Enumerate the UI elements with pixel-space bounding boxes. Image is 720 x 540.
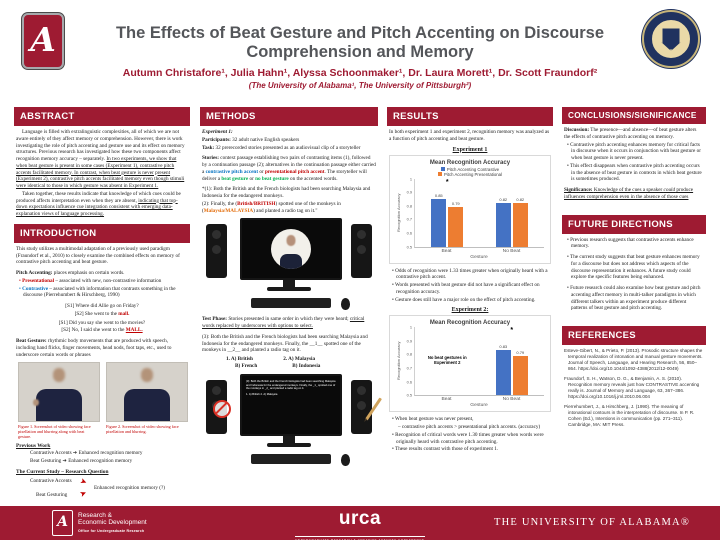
answer-options xyxy=(226,356,378,370)
cbarlab: 0.85 xyxy=(434,192,443,198)
figure2 xyxy=(106,362,186,439)
cylab: Recognition Accuracy xyxy=(396,193,401,232)
reference-item: Fraundorf, S. H., Watson, D. G., & Benjamin, A. S. (2010). Recognition memory reveals just how CONTRASTIVE accenting really is. Journal of Memory and Language, 63, 367–386. https://doi.org/10.1016/j.jml.2010.06.004 xyxy=(564,375,700,399)
ct: Mean Recognition Accuracy xyxy=(429,159,511,166)
cbar xyxy=(448,201,463,246)
cytick: 0.6 xyxy=(406,379,412,385)
column-results xyxy=(387,107,553,453)
poster-header xyxy=(0,0,720,102)
cbarlab: 0.83 xyxy=(499,344,508,350)
example1-line2: [S2] She went to the mall. xyxy=(74,310,130,317)
red-arrow-icon: ➤ xyxy=(78,487,88,499)
monitor-icon xyxy=(240,218,342,280)
study-phase-setup-photo xyxy=(203,218,375,312)
keyboard-icon xyxy=(251,454,331,464)
cytick: 0.8 xyxy=(406,203,412,209)
footer-left-line2: Economic Development xyxy=(78,519,147,527)
cbar xyxy=(431,192,446,247)
urca-subtext: UNDERGRADUATE RESEARCH & CREATIVE ACTIVITY CONFERENCE xyxy=(295,538,425,540)
title-block xyxy=(95,24,625,90)
option-2b: B) Indonesia xyxy=(292,363,321,370)
test-item-text: (3): Both the British and the French biologists had been searching Malaysia and Indonesia for the endangered monkeys. Finally, the __1__ spotted one of the monkeys in __2__ and planted a radio tag on it. xyxy=(202,333,368,354)
future-directions-section-header: FUTURE DIRECTIONS xyxy=(562,215,706,234)
pitch-accenting-definition: Pitch Accenting: places emphasis on certain words. xyxy=(16,270,125,276)
current-study-diagram xyxy=(14,477,190,503)
test-phase-paragraph: Test Phase: Stories presented in same order in which they were heard; critical words replaced by underscores with options to select. xyxy=(202,316,365,329)
monitor-stand xyxy=(283,436,295,443)
cbar xyxy=(513,349,528,395)
future-bullet: • The current study suggests that beat gesture enhances memory for a discourse but does not address which aspects of the discourse representation it enhances. A future study could explore the specific features being enhanced. xyxy=(567,254,700,281)
experiment2-chart xyxy=(389,315,551,412)
conclusions-section-header: CONCLUSIONS/SIGNIFICANCE xyxy=(562,107,706,124)
results-section-header: RESULTS xyxy=(387,107,553,126)
example2-line2: [S2] No, I said she went to the MALL. xyxy=(61,327,143,334)
cgroup xyxy=(480,179,545,247)
conclusion-bullet: • Contrastive pitch accenting enhances memory for critical facts in discourse when it occurs in conjunction with beat gesture or when beat gesture is never present. xyxy=(567,141,701,161)
cbarlab: 0.82 xyxy=(499,196,508,202)
option-1a: 1. A) British xyxy=(226,356,253,362)
option-column-1 xyxy=(226,356,257,370)
abstract-paragraph-2: Taken together, these results indicate that knowledge of which cues could be produced affects interpretation even when they are absent, indicating that top-down expectations influence cue integration consistent with emerging data-explanation views of language processing. xyxy=(16,190,181,217)
future-bullet: • Previous research suggests that contrastive accents enhance memory. xyxy=(567,236,694,250)
storyteller-body-icon xyxy=(280,254,302,269)
csw xyxy=(441,167,445,171)
contrastive-bullet: • Contrastive – associated with information that contrasts something in the discourse (Pierrehumbert & Hirschberg, 1990) xyxy=(19,285,176,299)
column-methods xyxy=(200,107,378,468)
urca-wordmark: urca xyxy=(338,508,382,529)
cll: Pitch Accenting Contrastive xyxy=(446,166,500,172)
column-abstract-introduction xyxy=(14,107,190,503)
alabama-a-letter: A xyxy=(57,514,68,530)
cxlab: No Beat xyxy=(502,397,521,403)
option-column-2 xyxy=(283,356,320,370)
cstar: * xyxy=(510,327,514,335)
affiliation-line: (The University of Alabama¹, The University of Pittsburgh²) xyxy=(248,81,472,91)
previous-work-heading: Previous Work xyxy=(16,443,51,450)
cbarlab: 0.79 xyxy=(451,201,460,207)
figure2-image xyxy=(106,362,188,422)
figure1-caption: Figure 1. Screenshot of video showing face pixellation and blurring along with beat gesture. xyxy=(18,424,91,440)
introduction-paragraph: This study utilizes a multimodal adaptation of a previously used paradigm (Fraundorf et al., 2010) to closely examine the combined effects on memory of contrastive pitch accenting and beat gesture. xyxy=(16,245,180,266)
cplot xyxy=(406,324,544,398)
figure1 xyxy=(18,362,98,439)
cytick: 0.5 xyxy=(406,244,412,249)
cylab: Recognition Accuracy xyxy=(396,342,401,381)
conclusion-bullet: • This effect disappears when contrastive pitch accenting occurs in the absence of beat gesture in contexts in which beat gesture is sometimes produced. xyxy=(567,162,702,183)
cnote: No beat gestures in Experiment 2 xyxy=(427,354,467,365)
reference-item: Esteve-Gibert, N., & Prieto, P. (2013). Prosodic structure shapes the temporal realization of intonation and manual gesture movements. Journal of Speech, Language, and Hearing Research, 56, 850–864. https://doi.org/10.1044/1092-4388(2012/12-0049) xyxy=(564,348,703,371)
cbar xyxy=(513,196,528,247)
poster-title-line2: Comprehension and Memory xyxy=(246,43,474,62)
cbars xyxy=(415,179,480,247)
results-bullet: • Gesture does still have a major role on the effect of pitch accenting. xyxy=(392,296,536,303)
cbars xyxy=(480,179,545,247)
cgroup xyxy=(415,179,480,247)
poster-title-line1: The Effects of Beat Gesture and Pitch Accenting on Discourse xyxy=(115,24,605,42)
cll: Pitch Accenting Presentational xyxy=(443,171,503,177)
footer-left-line1: Research & xyxy=(78,512,112,519)
cytick: 0.8 xyxy=(406,351,412,357)
cytick: 0.6 xyxy=(406,230,412,236)
results-bullet: • When beat gesture was never present, xyxy=(392,416,474,423)
figure-row xyxy=(14,362,190,439)
pitt-seal-logo xyxy=(642,10,700,68)
cbar xyxy=(496,196,511,247)
university-wordmark: THE UNIVERSITY OF ALABAMA® xyxy=(494,517,690,528)
results-intro: In both experiment 1 and experiment 2, recognition memory was analyzed as a function of pitch accenting and beat gesture. xyxy=(389,129,550,142)
monitor-icon xyxy=(240,374,342,436)
participants-line: Participants: 32 adult native English speakers xyxy=(202,136,300,143)
csw xyxy=(438,172,442,176)
alabama-a-logo xyxy=(22,13,64,69)
results-sub-bullet: – contrastive pitch accents > presentational pitch accents. (accuracy) xyxy=(398,424,541,430)
speaker-icon xyxy=(351,380,372,434)
clegend xyxy=(396,167,544,177)
cytick: 0.5 xyxy=(406,392,412,398)
mouse-icon xyxy=(341,298,350,310)
cytick: 1 xyxy=(409,176,412,181)
cxlab: No Beat xyxy=(502,248,521,254)
person-torso-icon xyxy=(36,389,82,422)
results-bullet: • Odds of recognition were 1.33 times greater when originally heard with a contrastive pitch accent. xyxy=(392,267,548,281)
cytick: 0.9 xyxy=(406,338,412,344)
clrow xyxy=(396,172,544,177)
video-vignette xyxy=(271,229,311,269)
mouse-icon xyxy=(341,454,350,466)
cbars xyxy=(480,327,545,395)
cbar xyxy=(496,344,511,395)
cplotwrap xyxy=(401,324,544,409)
person-torso-icon xyxy=(124,389,170,422)
cytick: 0.7 xyxy=(406,365,412,371)
keyboard-icon xyxy=(251,298,331,308)
cplotwrap xyxy=(401,176,544,260)
option-2a: 2. A) Malaysia xyxy=(283,356,316,362)
figure2-caption: Figure 2. Screenshot of video showing face pixellation and blurring. xyxy=(106,424,179,435)
pitt-seal-shield-icon xyxy=(661,27,681,51)
screen-options: 1. A) British 2. A) Malaysia xyxy=(246,392,278,396)
cytick: 0.7 xyxy=(406,216,412,222)
cs-label-contrastive: Contrastive Accents xyxy=(30,477,72,484)
results-bullet: • Words presented with beat gesture did not have a significant effect on recognition accuracy. xyxy=(392,282,540,295)
cstar: * xyxy=(445,178,449,186)
stories-paragraph: Stories: context passage establishing two pairs of contrasting items (1), followed by a continuation passage (2); alternatives in the continuation passage either carried a contrastive pitch accent or presentational pitch accent. The storyteller will deliver a beat gesture or no beat gesture on the accented words. xyxy=(202,155,376,182)
cxlab: Beat xyxy=(441,248,452,254)
cytick: 1 xyxy=(409,324,412,330)
monitor-base xyxy=(267,287,311,291)
methods-section-header: METHODS xyxy=(200,107,378,126)
footer-bar xyxy=(0,506,720,540)
current-study-heading: The Current Study – Research Question xyxy=(16,468,109,475)
ct: Mean Recognition Accuracy xyxy=(429,320,511,327)
experiment1-heading: Experiment 1 xyxy=(452,146,488,153)
cs-label-beat: Beat Gesturing xyxy=(36,491,68,498)
cxrow xyxy=(414,396,544,402)
previous-work-line2: Beat Gesturing ➔ Enhanced recognition memory xyxy=(30,458,133,465)
test-screen-text xyxy=(246,380,336,430)
red-arrow-icon: ➤ xyxy=(78,475,89,487)
screen-passage: (3): Both the British and the French biologists had been searching Malaysia and Indonesia for the endangered monkeys. Finally, the _1_ spotted one of the monkeys in _2_ and planted a radio tag on it. xyxy=(246,380,336,391)
blurred-face-icon xyxy=(141,368,153,382)
discussion-lead: Discussion: The presence—and absence—of beat gesture alters the effects of contrastive pitch accenting on memory. xyxy=(564,127,697,140)
footer-left-subtext: Office for Undergraduate Research xyxy=(78,528,145,533)
experiment2-heading: Experiment 2: xyxy=(451,307,489,314)
cbody xyxy=(396,176,544,260)
cbarlab: 0.82 xyxy=(516,196,525,202)
abstract-section-header: ABSTRACT xyxy=(14,107,190,126)
experiment1-chart xyxy=(389,155,551,264)
cplot xyxy=(406,176,544,249)
reference-item: Pierrehumbert, J., & Hirschberg, J. (1990). The meaning of intonational contours in the interpretation of discourse. In P. R. Cohen (Ed.), Intentions in communication (pp. 271–311). Cambridge, MA: MIT Press. xyxy=(564,403,695,427)
results-bullet: • Recognition of critical words were 1.30 times greater when words were originally heard with contrastive pitch accenting. xyxy=(392,431,544,445)
test-phase-setup-photo xyxy=(203,374,375,468)
significance-statement: Significance: Knowledge of the cues a speaker could produce influences comprehension even in the absence of those cues xyxy=(564,187,694,200)
monitor-base xyxy=(267,443,311,447)
experiment1-label: Experiment 1: xyxy=(202,129,233,135)
results-bullet: • These results contrast with those of experiment 1. xyxy=(392,446,499,453)
blurred-face-icon xyxy=(53,368,65,382)
introduction-section-header: INTRODUCTION xyxy=(14,224,190,243)
references-section-header: REFERENCES xyxy=(562,326,706,345)
example1-line1: [S1] Where did Allie go on Friday? xyxy=(65,303,139,309)
abstract-paragraph-1: Language is filled with extralinguistic complexities, all of which we are not aware entirely of they affect memory or comprehension. However, there is work investigating the role of pitch accenting and gesture use and its effect on memory structures. Previous research has investigated how these two components affect recognition memory accuracy – separately. In two experiments, we show that when beat gesture is present in some cases (Experiment 1), contrastive pitch accents facilitated memory. In contrast, when beat gesture is never present (Experiment 2), contrastive pitch accents facilitated memory even though stimuli were identical to those in which gesture was absent in Experiment 1. xyxy=(16,129,185,189)
cxaxis: Gesture xyxy=(470,254,488,260)
beat-gesture-definition: Beat Gesture: rhythmic body movements that are produced with speech, including hand flicks, finger movements, head nods, foot taps, etc., used to underscore certain words or phrases xyxy=(16,338,172,358)
stimulus-example-2: (2): Finally, the (British/BRITISH) spotted one of the monkeys in (Malaysia/MALAYSIA) and planted a radio tag on it." xyxy=(202,200,341,214)
cxlab: Beat xyxy=(441,397,452,403)
example2-line1: [S1] Did you say she went to the movies? xyxy=(58,319,146,326)
figure1-image xyxy=(18,362,100,422)
storyteller-head-icon xyxy=(287,235,296,246)
cytick: 0.9 xyxy=(406,189,412,195)
option-1b: B) French xyxy=(235,363,258,370)
alabama-a-letter: A xyxy=(30,19,56,59)
presentational-bullet: • Presentational – associated with new, non-contrastive information xyxy=(19,277,162,284)
cbody xyxy=(396,324,544,409)
speaker-icon xyxy=(206,224,227,278)
task-line: Task: 32 prerecorded stories presented as an audiovisual clip of a storyteller xyxy=(202,144,361,151)
monitor-stand xyxy=(283,280,295,287)
cxrow xyxy=(414,248,544,254)
future-bullet: • Future research could also examine how beat gesture and pitch accenting affect memory in multi-talker paradigms in which different talkers within an experiment produce different patterns of beat gesture and pitch accenting. xyxy=(567,285,701,312)
cgroup xyxy=(480,327,545,395)
pitt-seal-inner xyxy=(651,19,691,59)
cxaxis: Gesture xyxy=(470,403,488,409)
muted-audio-icon xyxy=(213,400,231,418)
cbarlab: 0.79 xyxy=(516,349,525,355)
column-conclusions xyxy=(562,107,706,432)
previous-work-line1: Contrastive Accents ➔ Enhanced recognition memory xyxy=(30,450,143,457)
cs-result-label: Enhanced recognition memory (?) xyxy=(94,484,166,491)
stimulus-example-1: *(1): Both the British and the French biologists had been searching Malaysia and Indonesia for the endangered monkeys. xyxy=(202,186,371,199)
speaker-icon xyxy=(351,224,372,278)
authors-line: Autumn Christafore¹, Julia Hahn¹, Alyssa Schoonmaker¹, Dr. Laura Morett¹, Dr. Scott Fraundorf² xyxy=(122,67,598,80)
